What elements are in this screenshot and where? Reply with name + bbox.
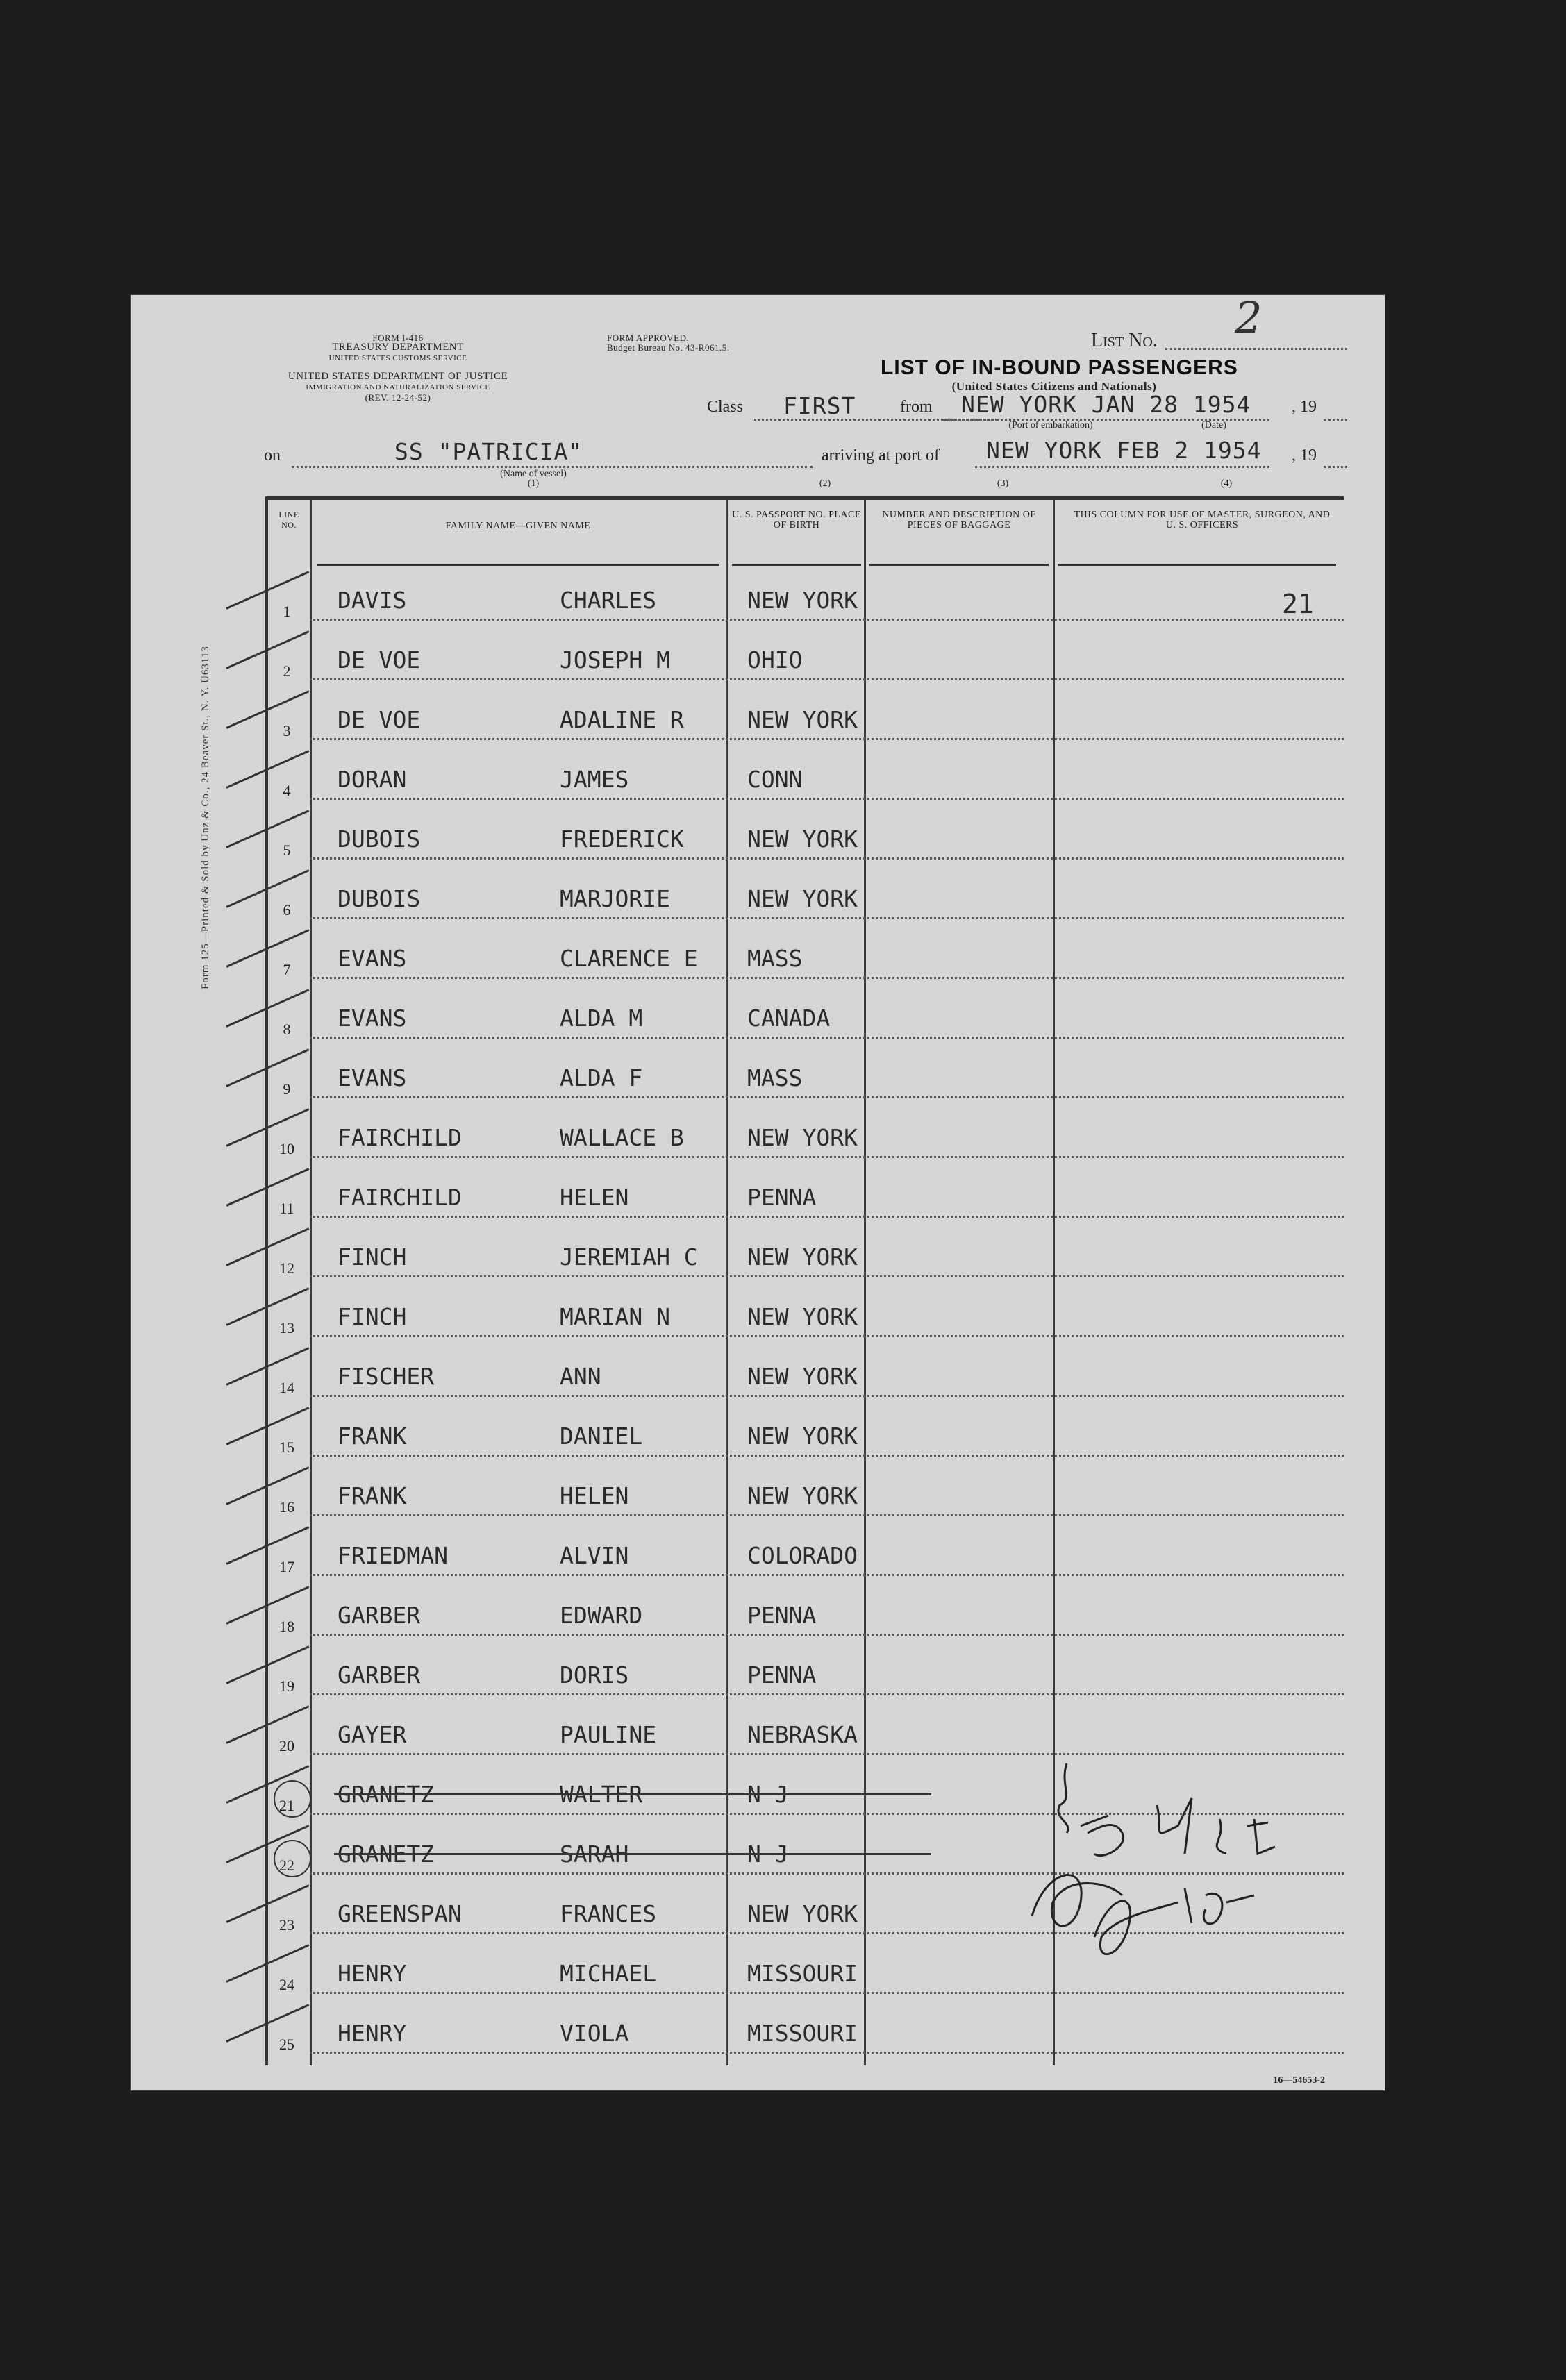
strike-through [334, 1853, 931, 1855]
line-number: 6 [283, 901, 291, 919]
row-rule [310, 1275, 1344, 1277]
line-number: 25 [279, 2036, 294, 2053]
col-header-line: LINE NO. [278, 510, 299, 530]
place-of-birth: COLORADO [747, 1542, 858, 1569]
line-number: 18 [279, 1618, 294, 1635]
place-of-birth: NEW YORK [747, 1124, 858, 1151]
place-of-birth: NEW YORK [747, 826, 858, 853]
vessel-line [292, 466, 813, 468]
row-rule [310, 977, 1344, 979]
family-name: FINCH [338, 1303, 407, 1330]
col-header-passport: U. S. PASSPORT NO. PLACE OF BIRTH [732, 510, 861, 530]
line-number: 23 [279, 1916, 294, 1934]
row-rule [310, 1574, 1344, 1576]
family-name: EVANS [338, 1005, 407, 1032]
family-name: HENRY [338, 1960, 407, 1987]
printer-imprint: Form 125—Printed & Sold by Unz & Co., 24 Beaver St., N. Y. U63113 [200, 646, 211, 989]
col-num-2: (2) [819, 478, 831, 489]
given-name: JEREMIAH C [560, 1243, 698, 1271]
place-of-birth: PENNA [747, 1661, 817, 1688]
line-number: 5 [283, 841, 291, 859]
header-rule [869, 564, 1049, 566]
row-rule [310, 1216, 1344, 1218]
place-of-birth: NEW YORK [747, 1243, 858, 1271]
place-of-birth: CANADA [747, 1005, 831, 1032]
line-number: 12 [279, 1259, 294, 1277]
arriving-line [975, 466, 1269, 468]
given-name: JAMES [560, 766, 629, 793]
class-label: Class [707, 398, 744, 416]
row-rule [310, 1753, 1344, 1755]
given-name: MARIAN N [560, 1303, 670, 1330]
table-row [268, 1701, 1344, 1761]
given-name: ALDA M [560, 1005, 643, 1032]
line-number: 14 [279, 1379, 294, 1396]
given-name: PAULINE [560, 1721, 657, 1748]
from-year-line [1324, 419, 1347, 421]
row-rule [310, 1395, 1344, 1397]
place-of-birth: MISSOURI [747, 1960, 858, 1987]
line-number: 16 [279, 1498, 294, 1516]
customs-service: UNITED STATES CUSTOMS SERVICE [328, 354, 467, 362]
header-rule [732, 564, 861, 566]
place-of-birth: PENNA [747, 1602, 817, 1629]
table-row [268, 1641, 1344, 1701]
row-rule [310, 2052, 1344, 2054]
row-rule [310, 738, 1344, 740]
family-name: GRANETZ [338, 1781, 435, 1808]
table-row [268, 746, 1344, 805]
family-name: FAIRCHILD [338, 1184, 462, 1211]
arriving-label: arriving at port of [822, 446, 940, 464]
place-of-birth: MISSOURI [747, 2020, 858, 2047]
officer-note: 21 [1282, 589, 1314, 619]
family-name: GARBER [338, 1661, 421, 1688]
given-name: CLARENCE E [560, 945, 698, 972]
family-name: GRANETZ [338, 1841, 435, 1868]
place-of-birth: N J [747, 1781, 789, 1808]
col-header-officers: THIS COLUMN FOR USE OF MASTER, SURGEON, AND U. S. OFFICERS [1074, 510, 1331, 530]
list-no-line [1165, 348, 1347, 350]
family-name: DUBOIS [338, 885, 421, 912]
list-no-label: List No. [1091, 330, 1158, 351]
given-name: WALTER [560, 1781, 643, 1808]
row-rule [310, 1693, 1344, 1695]
line-number: 1 [283, 603, 291, 620]
table-row [268, 1104, 1344, 1164]
given-name: DORIS [560, 1661, 629, 1688]
table-row [268, 1402, 1344, 1462]
line-number: 9 [283, 1080, 291, 1098]
form-approved: FORM APPROVED. [607, 333, 690, 343]
family-name: FINCH [338, 1243, 407, 1271]
line-number: 13 [279, 1319, 294, 1336]
place-of-birth: PENNA [747, 1184, 817, 1211]
col-num-4: (4) [1220, 478, 1233, 489]
place-of-birth: NEW YORK [747, 1303, 858, 1330]
table-row [268, 925, 1344, 984]
line-number: 19 [279, 1677, 294, 1695]
given-name: ALDA F [560, 1064, 643, 1091]
family-name: EVANS [338, 1064, 407, 1091]
family-name: FISCHER [338, 1363, 435, 1390]
row-rule [310, 1037, 1344, 1039]
row-rule [310, 1514, 1344, 1516]
family-name: GARBER [338, 1602, 421, 1629]
line-number: 20 [279, 1737, 294, 1754]
line-number: 7 [283, 961, 291, 978]
row-rule [310, 798, 1344, 800]
header-rule [1058, 564, 1336, 566]
place-of-birth: MASS [747, 1064, 803, 1091]
arriving-year-suffix: , 19 [1292, 446, 1317, 464]
given-name: MICHAEL [560, 1960, 657, 1987]
family-name: FRANK [338, 1482, 407, 1509]
family-name: DE VOE [338, 706, 421, 733]
family-name: DORAN [338, 766, 407, 793]
row-rule [310, 1335, 1344, 1337]
col-header-baggage: NUMBER AND DESCRIPTION OF PIECES OF BAGGAGE [882, 510, 1036, 530]
place-of-birth: NEBRASKA [747, 1721, 858, 1748]
given-name: HELEN [560, 1184, 629, 1211]
table-row [268, 567, 1344, 626]
place-of-birth: NEW YORK [747, 1482, 858, 1509]
place-of-birth: NEW YORK [747, 1900, 858, 1927]
family-name: FAIRCHILD [338, 1124, 462, 1151]
arriving-value: NEW YORK FEB 2 1954 [986, 437, 1262, 464]
row-rule [310, 917, 1344, 919]
vessel-value: SS "PATRICIA" [394, 438, 583, 465]
given-name: MARJORIE [560, 885, 670, 912]
table-row [268, 805, 1344, 865]
header-rule [317, 564, 719, 566]
budget-bureau: Budget Bureau No. 43-R061.5. [607, 342, 730, 353]
given-name: FRANCES [560, 1900, 657, 1927]
table-row [268, 2000, 1344, 2059]
place-of-birth: NEW YORK [747, 706, 858, 733]
from-label: from [900, 398, 933, 416]
line-number: 24 [279, 1976, 294, 1993]
line-number: 21 [279, 1797, 294, 1814]
vessel-label: (Name of vessel) [500, 469, 567, 479]
col-header-name: FAMILY NAME—GIVEN NAME [445, 521, 591, 531]
table-row [268, 1522, 1344, 1582]
table-row [268, 1462, 1344, 1522]
place-of-birth: NEW YORK [747, 885, 858, 912]
ins-service: IMMIGRATION AND NATURALIZATION SERVICE [306, 383, 490, 392]
port-embarkation-label: (Port of embarkation) [1008, 420, 1093, 430]
from-value: NEW YORK JAN 28 1954 [961, 391, 1251, 418]
given-name: HELEN [560, 1482, 629, 1509]
form-title: LIST OF IN-BOUND PASSENGERS [881, 356, 1238, 379]
given-name: DANIEL [560, 1423, 643, 1450]
row-rule [310, 1096, 1344, 1098]
line-number: 11 [279, 1200, 294, 1217]
table-row [268, 984, 1344, 1044]
place-of-birth: OHIO [747, 646, 803, 673]
arriving-year-line [1324, 466, 1347, 468]
given-name: ALVIN [560, 1542, 629, 1569]
justice-dept: UNITED STATES DEPARTMENT OF JUSTICE [288, 371, 508, 382]
class-value: FIRST [783, 392, 856, 419]
table-row [268, 1582, 1344, 1641]
given-name: FREDERICK [560, 826, 684, 853]
officer-signature [1018, 1757, 1338, 1986]
place-of-birth: NEW YORK [747, 1423, 858, 1450]
revision-date: (REV. 12-24-52) [365, 392, 431, 403]
place-of-birth: NEW YORK [747, 587, 858, 614]
family-name: EVANS [338, 945, 407, 972]
family-name: DAVIS [338, 587, 407, 614]
place-of-birth: MASS [747, 945, 803, 972]
line-number: 8 [283, 1021, 291, 1038]
family-name: FRIEDMAN [338, 1542, 448, 1569]
given-name: ANN [560, 1363, 601, 1390]
table-row [268, 1343, 1344, 1402]
table-row [268, 1044, 1344, 1104]
table-row [268, 626, 1344, 686]
line-number: 4 [283, 782, 291, 799]
place-of-birth: NEW YORK [747, 1363, 858, 1390]
family-name: DE VOE [338, 646, 421, 673]
table-row [268, 865, 1344, 925]
row-rule [310, 857, 1344, 860]
vessel-col-num: (1) [527, 478, 540, 489]
given-name: SARAH [560, 1841, 629, 1868]
form-number: FORM I-416 [372, 333, 424, 343]
row-rule [310, 1455, 1344, 1457]
date-label: (Date) [1201, 420, 1226, 430]
place-of-birth: N J [747, 1841, 789, 1868]
line-number: 17 [279, 1558, 294, 1575]
row-rule [310, 1992, 1344, 1994]
on-label: on [264, 446, 281, 464]
family-name: GAYER [338, 1721, 407, 1748]
given-name: VIOLA [560, 2020, 629, 2047]
manifest-sheet [131, 292, 1385, 2090]
col-num-3: (3) [997, 478, 1009, 489]
form-print-code: 16—54653-2 [1273, 2075, 1325, 2086]
family-name: DUBOIS [338, 826, 421, 853]
table-row [268, 1283, 1344, 1343]
line-number: 15 [279, 1439, 294, 1456]
list-no-value: 2 [1235, 292, 1263, 343]
given-name: WALLACE B [560, 1124, 684, 1151]
table-row [268, 1164, 1344, 1223]
table-row [268, 686, 1344, 746]
family-name: FRANK [338, 1423, 407, 1450]
given-name: CHARLES [560, 587, 657, 614]
treasury-dept: TREASURY DEPARTMENT [332, 342, 464, 353]
line-number: 2 [283, 662, 291, 680]
from-year-suffix: , 19 [1292, 398, 1317, 416]
passenger-table [265, 496, 1344, 2065]
row-rule [310, 1634, 1344, 1636]
line-number: 22 [279, 1857, 294, 1874]
strike-through [334, 1793, 931, 1795]
circled-line-number [274, 1780, 311, 1818]
given-name: EDWARD [560, 1602, 643, 1629]
row-rule [310, 1156, 1344, 1158]
form-subtitle: (United States Citizens and Nationals) [951, 380, 1157, 393]
line-number: 10 [279, 1140, 294, 1157]
circled-line-number [274, 1840, 311, 1877]
family-name: HENRY [338, 2020, 407, 2047]
given-name: JOSEPH M [560, 646, 670, 673]
table-row [268, 1223, 1344, 1283]
row-rule [310, 619, 1344, 621]
line-number: 3 [283, 722, 291, 739]
place-of-birth: CONN [747, 766, 803, 793]
row-rule [310, 678, 1344, 680]
given-name: ADALINE R [560, 706, 684, 733]
family-name: GREENSPAN [338, 1900, 462, 1927]
